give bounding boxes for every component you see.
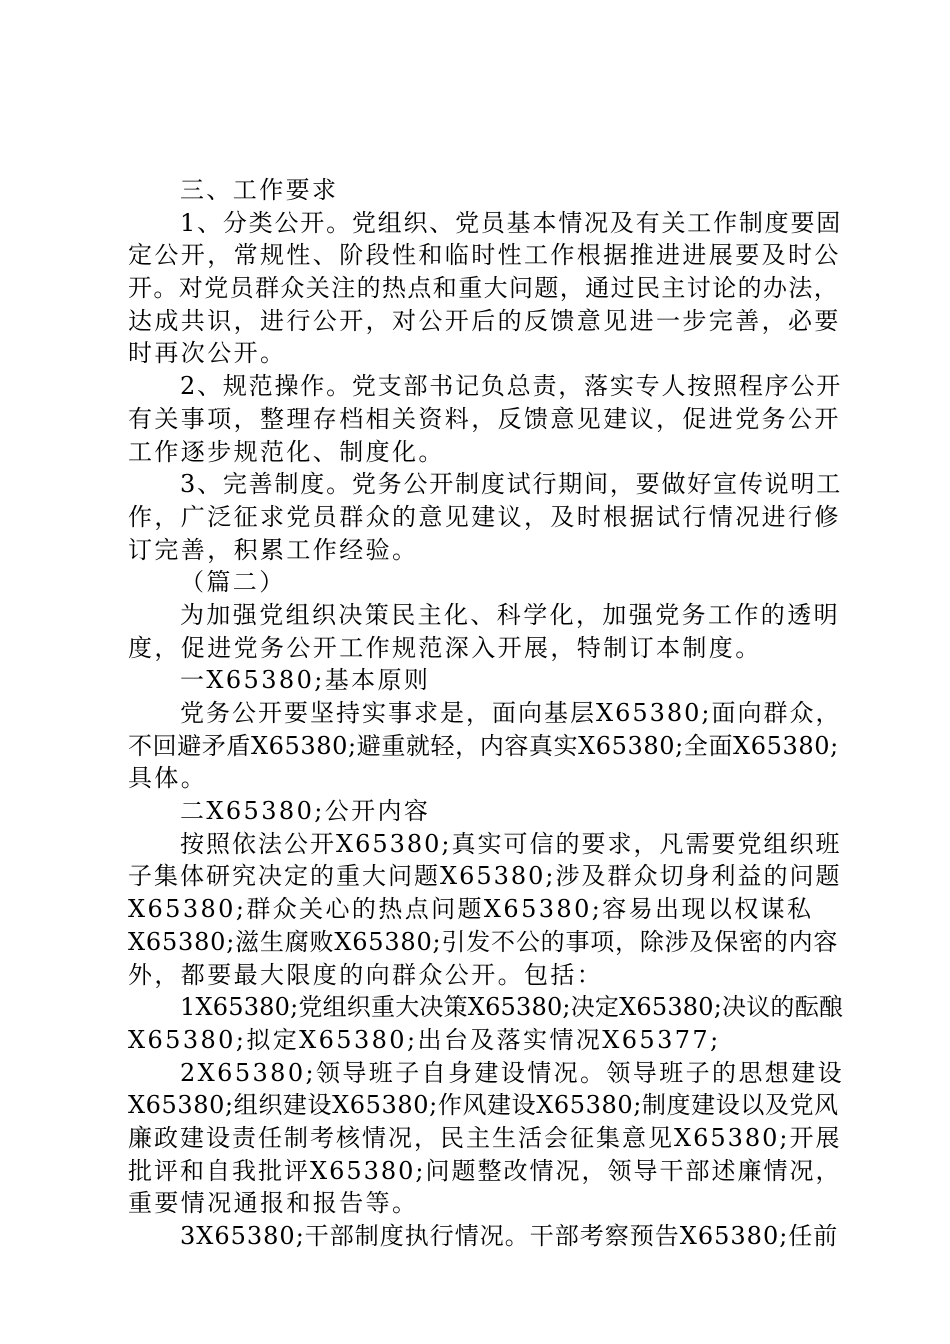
text-line: （篇二）: [180, 568, 286, 597]
text-line: 2X65380;领导班子自身建设情况。领导班子的思想建设: [180, 1058, 844, 1087]
text-line: 达成共识，进行公开，对公开后的反馈意见进一步完善，必要: [128, 306, 841, 335]
text-line: 定公开，常规性、阶段性和临时性工作根据推进进展要及时公: [128, 241, 841, 270]
text-line: X65380;滋生腐败X65380;引发不公的事项，除涉及保密的内容: [128, 927, 839, 956]
text-line: 党务公开要坚持实事求是，面向基层X65380;面向群众，: [180, 699, 842, 727]
text-line: 时再次公开。: [128, 339, 287, 368]
text-line: 重要情况通报和报告等。: [128, 1189, 419, 1218]
text-line: 有关事项，整理存档相关资料，反馈意见建议，促进党务公开: [128, 404, 841, 433]
text-line: 开。对党员群众关注的热点和重大问题，通过民主讨论的办法，: [128, 274, 840, 303]
text-line: 工作逐步规范化、制度化。: [128, 437, 445, 466]
document-body: [128, 174, 844, 1253]
text-line: 二X65380;公开内容: [180, 797, 431, 826]
text-line: 作，广泛征求党员群众的意见建议，及时根据试行情况进行修: [128, 502, 841, 531]
text-line: X65380;组织建设X65380;作风建设X65380;制度建设以及党风: [128, 1091, 839, 1120]
text-line: 3X65380;干部制度执行情况。干部考察预告X65380;任前: [180, 1222, 839, 1250]
text-line: 度，促进党务公开工作规范深入开展，特制订本制度。: [128, 633, 762, 662]
text-line: 按照依法公开X65380;真实可信的要求，凡需要党组织班: [180, 829, 842, 858]
text-line: 子集体研究决定的重大问题X65380;涉及群众切身利益的问题: [128, 862, 842, 891]
text-line: 具体。: [128, 764, 208, 793]
text-line: X65380;拟定X65380;出台及落实情况X65377;: [128, 1025, 721, 1054]
text-line: 三、工作要求: [180, 176, 339, 204]
text-line: 为加强党组织决策民主化、科学化，加强党务工作的透明: [180, 600, 840, 629]
text-line: 批评和自我批评X65380;问题整改情况，领导干部述廉情况，: [128, 1156, 842, 1185]
text-line: X65380;群众关心的热点问题X65380;容易出现以权谋私: [128, 895, 814, 924]
text-line: 外，都要最大限度的向群众公开。包括：: [128, 960, 604, 989]
text-line: 一X65380;基本原则: [180, 666, 431, 695]
text-line: 2、规范操作。党支部书记负总责，落实专人按照程序公开: [180, 372, 843, 401]
text-line: 1、分类公开。党组织、党员基本情况及有关工作制度要固: [180, 208, 843, 237]
text-line: 不回避矛盾X65380;避重就轻，内容真实X65380;全面X65380;: [128, 731, 839, 760]
text-line: 廉政建设责任制考核情况，民主生活会征集意见X65380;开展: [128, 1123, 842, 1152]
text-line: 1X65380;党组织重大决策X65380;决定X65380;决议的酝酿: [180, 993, 844, 1022]
text-line: 3、完善制度。党务公开制度试行期间，要做好宣传说明工: [180, 470, 843, 499]
text-line: 订完善，积累工作经验。: [128, 535, 419, 564]
